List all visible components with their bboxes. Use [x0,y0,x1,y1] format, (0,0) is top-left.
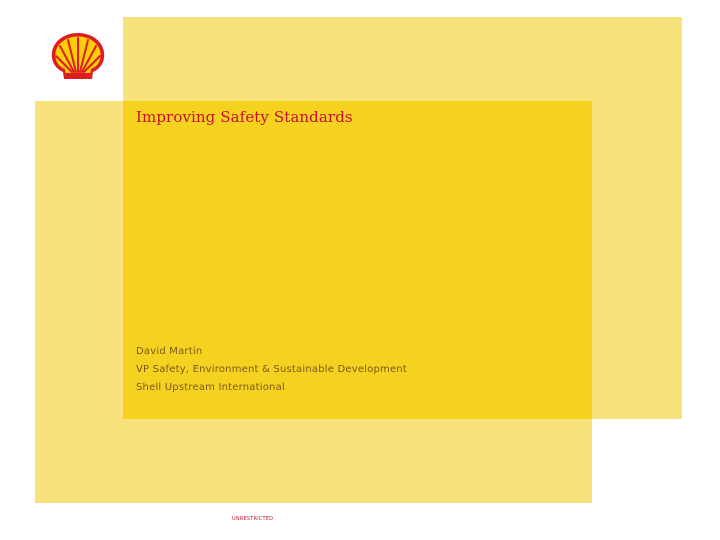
slide-title: Improving Safety Standards [136,108,353,126]
shell-pecten-icon [49,32,107,84]
presenter-info [136,343,407,397]
classification-label: UNRESTRICTED [232,516,274,522]
presenter-role: VP Safety, Environment & Sustainable Development [136,364,407,375]
presenter-name: David Martin [136,346,203,357]
presenter-organization: Shell Upstream International [136,382,285,393]
